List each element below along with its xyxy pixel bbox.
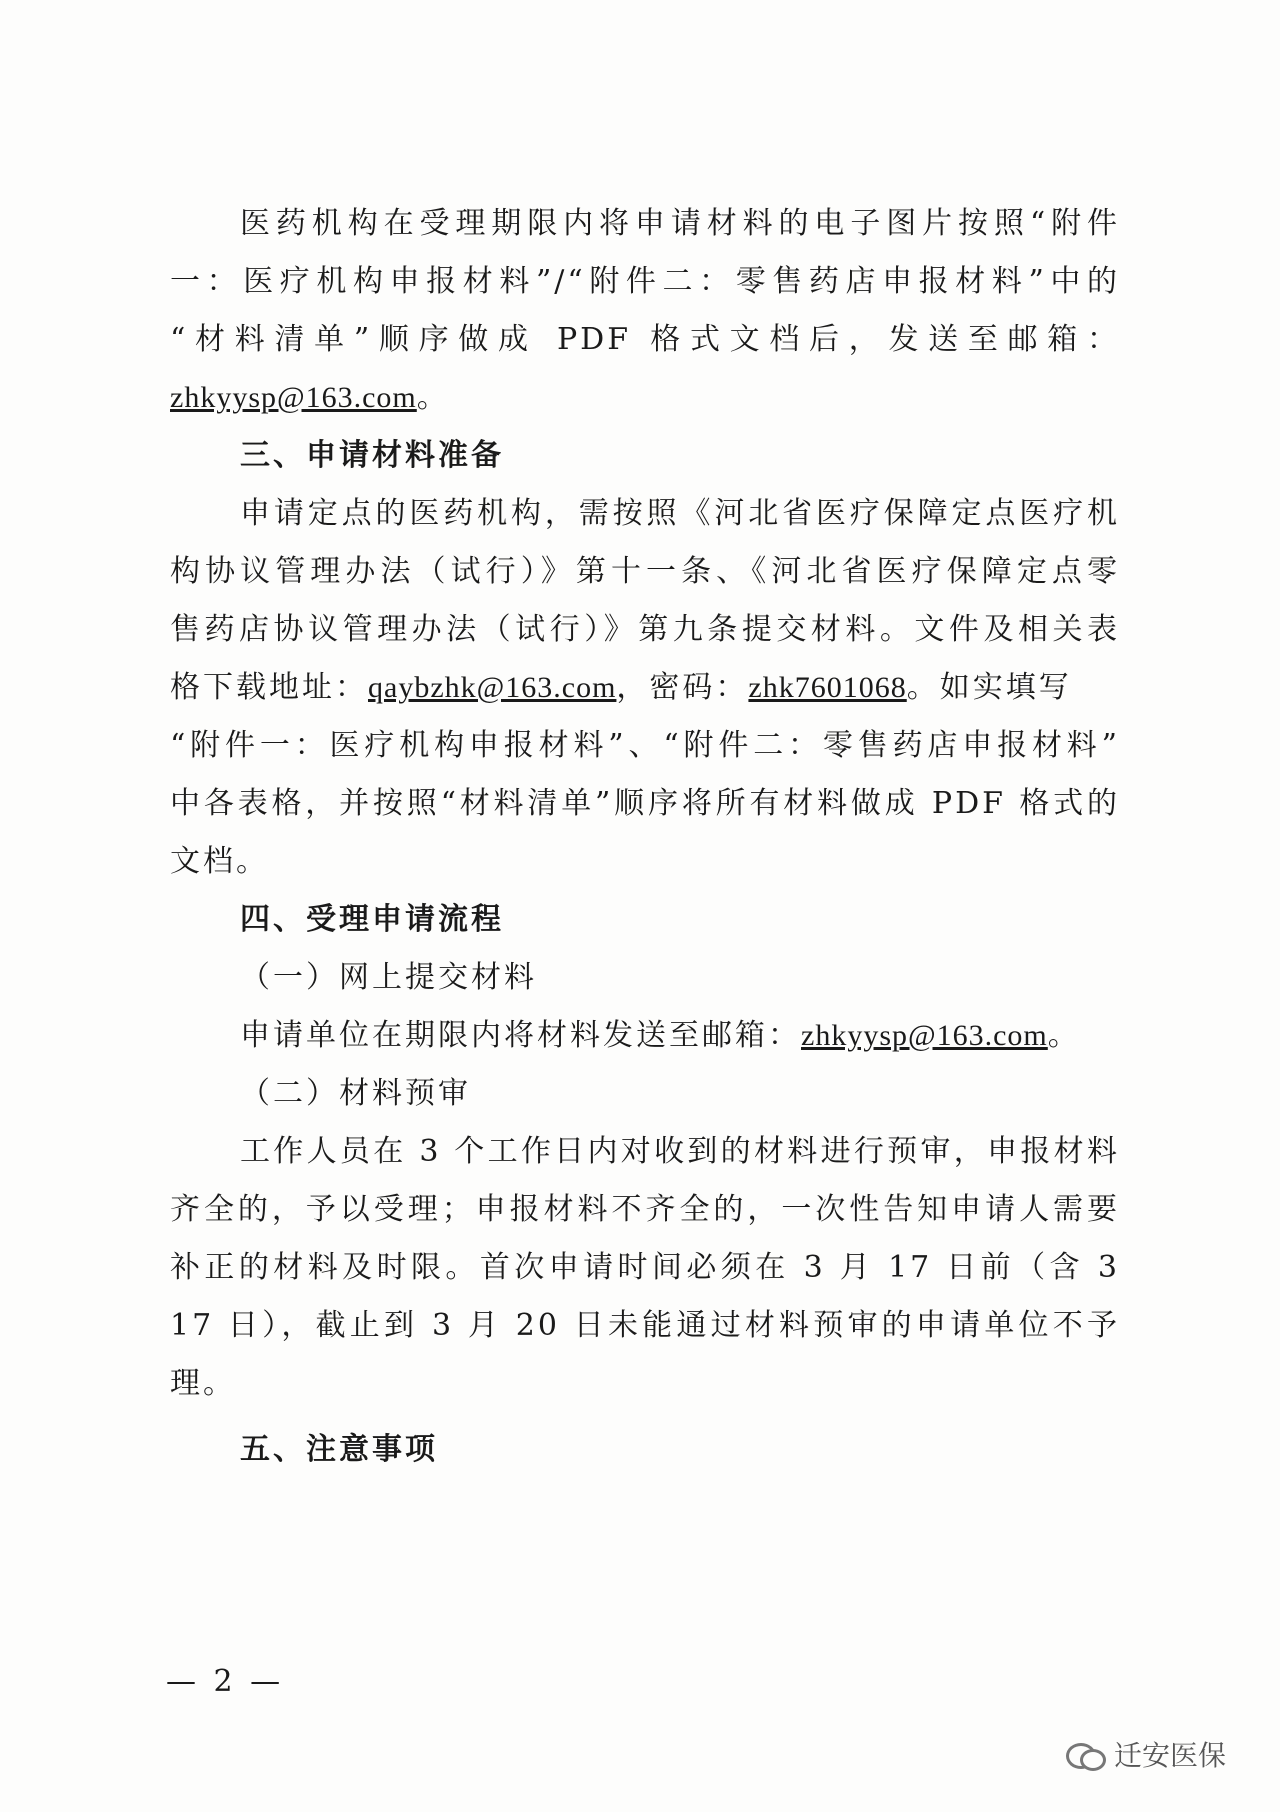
download-line [170, 668, 1120, 708]
watermark [1066, 1734, 1226, 1774]
password-label: ，密码： [616, 670, 749, 705]
wechat-icon [1066, 1739, 1104, 1769]
download-suffix: 。如实填写 [906, 670, 1072, 705]
paragraph-line: 齐全的，予以受理；申报材料不齐全的，一次性告知申请人需要 [170, 1192, 1120, 1227]
password-value: zhk7601068 [748, 671, 907, 704]
paragraph-line: 文档。 [170, 844, 269, 879]
submit-text: 申请单位在期限内将材料发送至邮箱： [240, 1018, 801, 1053]
paragraph-line: 中各表格，并按照“材料清单”顺序将所有材料做成 PDF 格式的 [170, 786, 1120, 821]
section-heading: 五、注意事项 [240, 1432, 438, 1467]
punctuation: 。 [1047, 1018, 1081, 1053]
paragraph-line: 一：医疗机构申报材料”/“附件二：零售药店申报材料”中的 [170, 264, 1120, 299]
section-heading: 四、受理申请流程 [240, 902, 504, 937]
paragraph-line: 工作人员在 3 个工作日内对收到的材料进行预审，申报材料 [240, 1134, 1120, 1169]
submit-line [240, 1016, 1190, 1056]
page-number: — 2 — [166, 1664, 285, 1699]
paragraph-line: 售药店协议管理办法（试行）》第九条提交材料。文件及相关表 [170, 612, 1120, 647]
punctuation: 。 [416, 380, 450, 415]
email-link[interactable]: zhkyysp@163.com [170, 381, 417, 414]
paragraph-line: 理。 [170, 1366, 236, 1401]
paragraph-line: 医药机构在受理期限内将申请材料的电子图片按照“附件 [240, 206, 1120, 241]
section-heading: 三、申请材料准备 [240, 438, 504, 473]
paragraph-line: 申请定点的医药机构，需按照《河北省医疗保障定点医疗机 [240, 496, 1120, 531]
watermark-text: 迁安医保 [1114, 1739, 1227, 1772]
download-prefix: 格下载地址： [170, 670, 368, 705]
paragraph-line: 补正的材料及时限。首次申请时间必须在 3 月 17 日前（含 3 [170, 1250, 1120, 1285]
paragraph-line-email [170, 378, 1120, 418]
paragraph-line: “附件一：医疗机构申报材料”、“附件二：零售药店申报材料” [170, 728, 1120, 763]
submit-email-link[interactable]: zhkyysp@163.com [801, 1019, 1048, 1052]
subsection-title: （一）网上提交材料 [240, 960, 537, 995]
download-email-link[interactable]: qaybzhk@163.com [368, 671, 617, 704]
paragraph-line: 构协议管理办法（试行）》第十一条、《河北省医疗保障定点零 [170, 554, 1120, 589]
subsection-title: （二）材料预审 [240, 1076, 471, 1111]
paragraph-line: 17 日），截止到 3 月 20 日未能通过材料预审的申请单位不予 [170, 1308, 1120, 1343]
paragraph-line: “材料清单”顺序做成 PDF 格式文档后，发送至邮箱： [170, 322, 1120, 357]
